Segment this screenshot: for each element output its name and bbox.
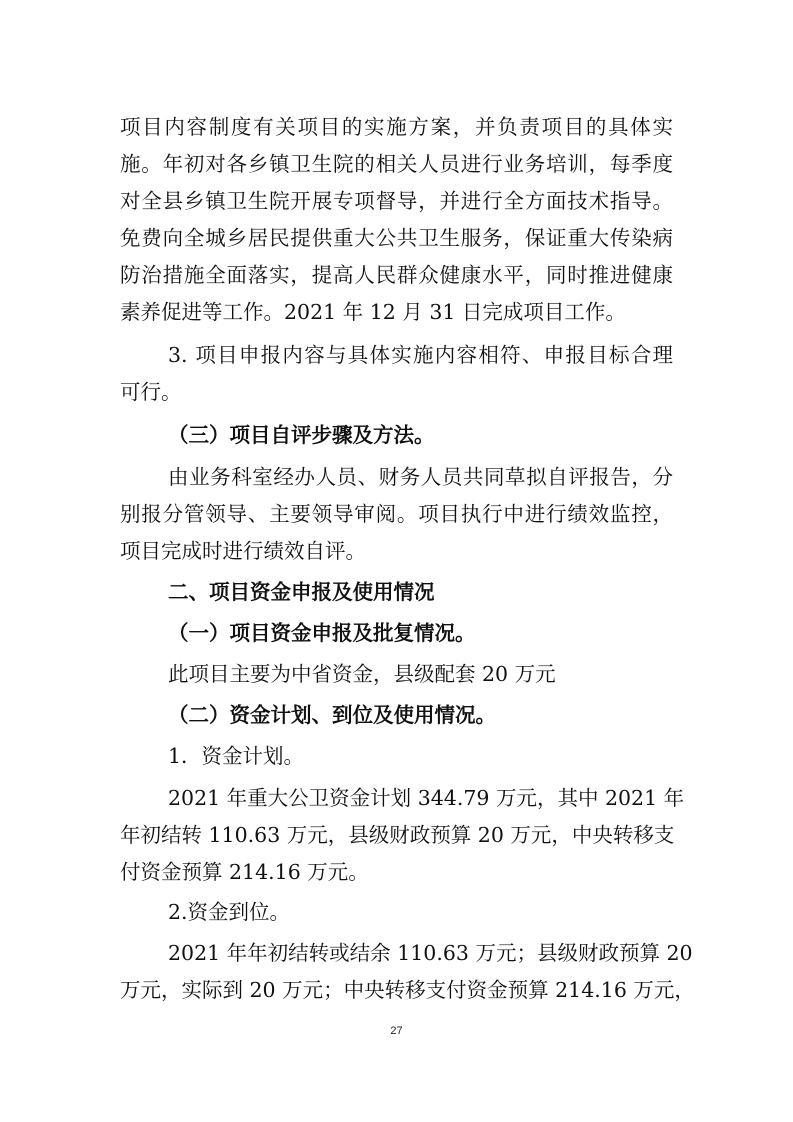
text-line: 2.资金到位。	[168, 900, 291, 924]
text-line: 可行。	[120, 380, 182, 404]
text-line: 防治措施全面落实，提高人民群众健康水平，同时推进健康	[120, 263, 673, 287]
text-line: 2021 年年初结转或结余 110.63 万元；县级财政预算 20	[168, 941, 693, 965]
text-line: 项目内容制度有关项目的实施方案，并负责项目的具体实	[120, 115, 673, 139]
text-line: 年初结转 110.63 万元，县级财政预算 20 万元，中央转移支	[120, 823, 675, 847]
text-line: 万元，实际到 20 万元；中央转移支付资金预算 214.16 万元，	[120, 978, 695, 1002]
text-line: 2021 年重大公卫资金计划 344.79 万元，其中 2021 年	[168, 786, 685, 810]
text-line: 素养促进等工作。2021 年 12 月 31 日完成项目工作。	[120, 300, 626, 324]
text-line: 此项目主要为中省资金，县级配套 20 万元	[168, 662, 556, 686]
text-line: 免费向全城乡居民提供重大公共卫生服务，保证重大传染病	[120, 226, 673, 250]
text-line: 施。年初对各乡镇卫生院的相关人员进行业务培训，每季度	[120, 152, 673, 176]
text-line: 1．资金计划。	[168, 744, 305, 768]
text-line: 付资金预算 214.16 万元。	[120, 860, 369, 884]
section-heading: （三）项目自评步骤及方法。	[168, 423, 435, 447]
text-line: 由业务科室经办人员、财务人员共同草拟自评报告，分	[168, 465, 673, 489]
text-line: 对全县乡镇卫生院开展专项督导，并进行全方面技术指导。	[120, 189, 673, 213]
section-heading: （一）项目资金申报及批复情况。	[168, 621, 476, 645]
page-number: 27	[390, 1025, 403, 1037]
text-line: 3. 项目申报内容与具体实施内容相符、申报目标合理	[168, 343, 673, 367]
chapter-heading: 二、项目资金申报及使用情况	[168, 580, 435, 604]
text-line: 项目完成时进行绩效自评。	[120, 539, 366, 563]
text-line: 别报分管领导、主要领导审阅。项目执行中进行绩效监控，	[120, 502, 673, 526]
section-heading: （二）资金计划、到位及使用情况。	[168, 703, 496, 727]
